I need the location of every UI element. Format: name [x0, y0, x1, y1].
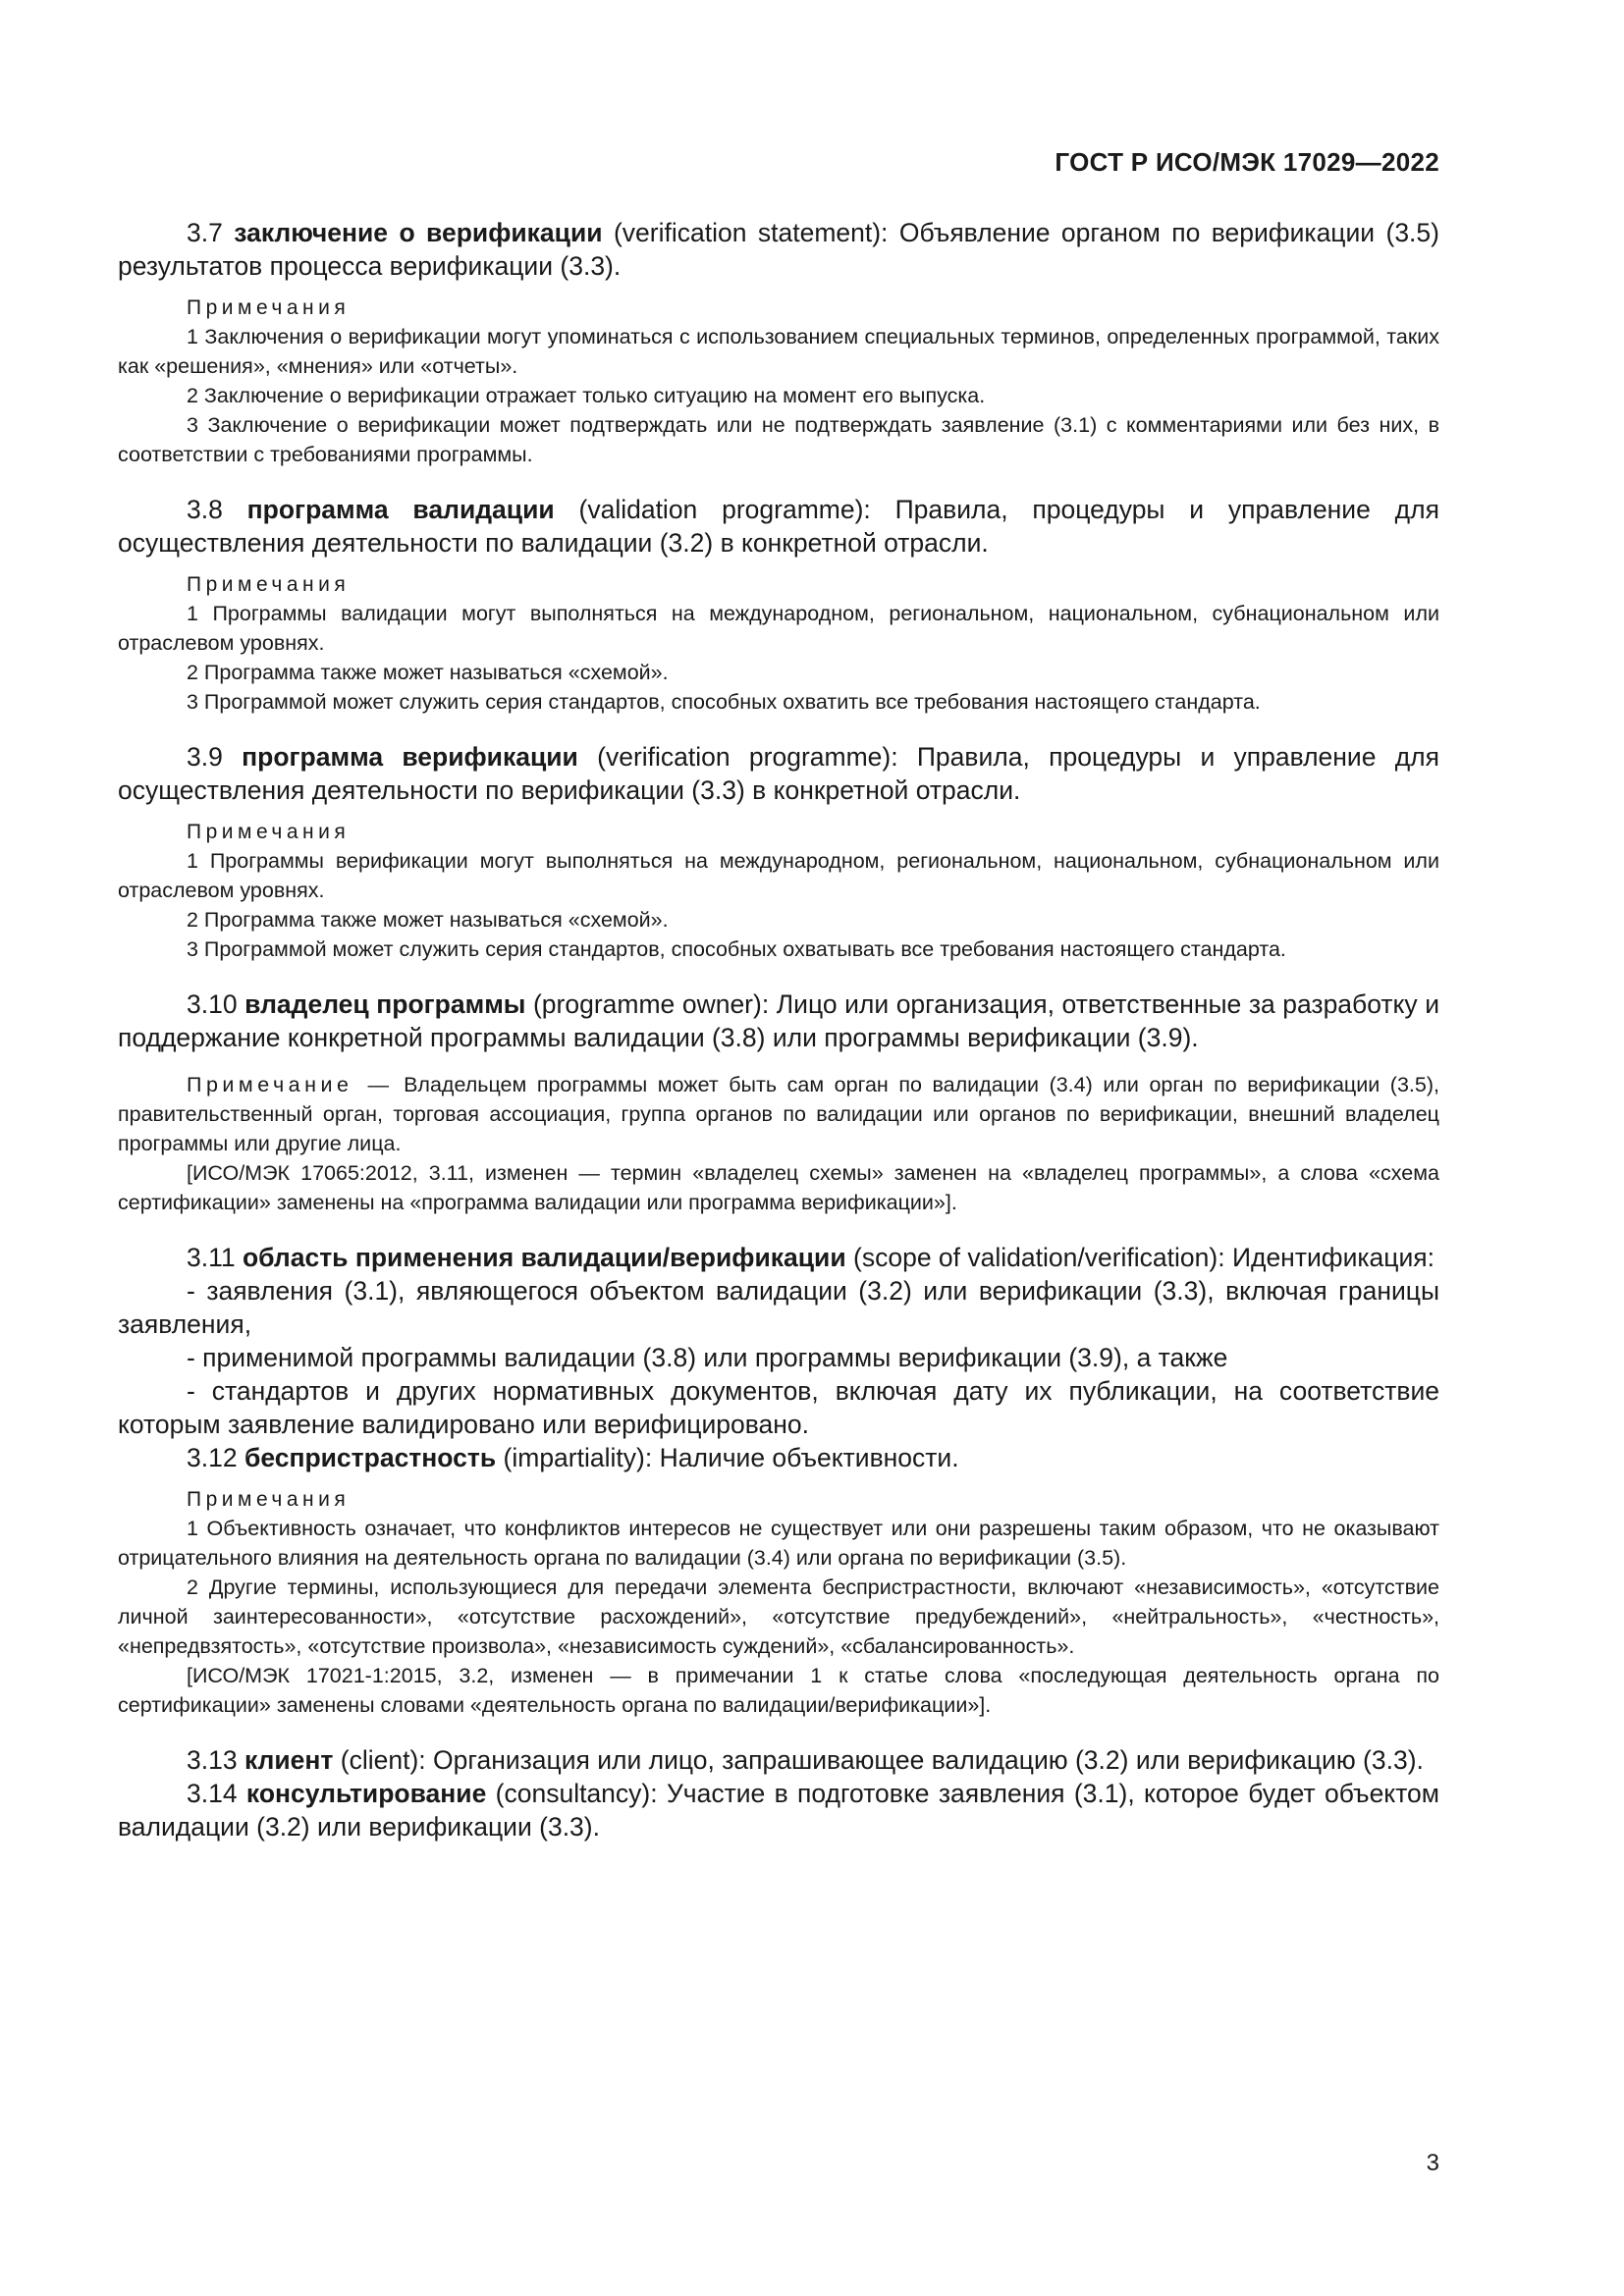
term-english: (programme owner):	[532, 989, 770, 1019]
term-definition: Лицо или организация, ответственные за разработку и поддержание конкретной программы валидации (3.8) или программы верификации (3.9).	[118, 989, 1439, 1052]
term-definition: Объявление органом по верификации (3.5) результатов процесса верификации (3.3).	[118, 218, 1439, 281]
single-note-label: Примечание —	[187, 1073, 394, 1096]
term-english: (impartiality):	[503, 1443, 653, 1472]
term-entry-3-12	[118, 1441, 1439, 1474]
note-item: 2 Программа также может называться «схемой».	[187, 908, 669, 932]
note-item: 2 Заключение о верификации отражает только ситуацию на момент его выпуска.	[187, 384, 986, 407]
term-name: область применения валидации/верификации	[243, 1243, 846, 1272]
note-item: 2 Программа также может называться «схемой».	[187, 661, 669, 684]
single-note-text: Владельцем программы может быть сам орган по валидации (3.4) или орган по верификации (3.5), правительственный орган, торговая ассоциация, группа органов по валидации или органов по верификации, внешний владелец программы или другие лица.	[118, 1073, 1439, 1155]
term-english: (validation programme):	[578, 495, 871, 524]
term-name: беспристрастность	[244, 1443, 497, 1472]
note-item: 1 Программы валидации могут выполняться на международном, региональном, национальном, субнациональном или отраслевом уровнях.	[118, 602, 1439, 655]
term-entry-3-7	[118, 216, 1439, 283]
term-number: 3.14	[187, 1779, 238, 1808]
term-name: консультирование	[245, 1779, 487, 1808]
notes-label: Примечания	[187, 296, 351, 319]
note-item: 1 Заключения о верификации могут упоминаться с использованием специальных терминов, определенных программой, таких как «решения», «мнения» или «отчеты».	[118, 325, 1439, 378]
list-item: - стандартов и других нормативных документов, включая дату их публикации, на соответствие которым заявление валидировано или верифицировано.	[118, 1376, 1439, 1439]
document-code-header: ГОСТ Р ИСО/МЭК 17029—2022	[1055, 147, 1439, 177]
term-entry-3-10	[118, 988, 1439, 1054]
term-number: 3.7	[187, 218, 223, 247]
notes-label: Примечания	[187, 573, 351, 596]
list-item: - применимой программы валидации (3.8) или программы верификации (3.9), а также	[187, 1343, 1228, 1372]
term-definition: Идентификация:	[1231, 1243, 1435, 1272]
term-number: 3.10	[187, 989, 238, 1019]
note-item: 2 Другие термины, использующиеся для передачи элемента беспристрастности, включают «независимость», «отсутствие личной заинтересованности», «отсутствие расхождений», «отсутствие предубеждений», «нейтральность», «честность», «непредвзятость», «отсутствие произвола», «независимость суждений», «сбалансированность».	[118, 1575, 1439, 1658]
term-entry-3-11	[118, 1241, 1439, 1274]
term-definition: Наличие объективности.	[659, 1443, 959, 1472]
term-english: (consultancy):	[495, 1779, 658, 1808]
term-english: (verification statement):	[613, 218, 889, 247]
note-item: 3 Заключение о верификации может подтверждать или не подтверждать заявление (3.1) с комментариями или без них, в соответствии с требованиями программы.	[118, 413, 1439, 466]
term-name: владелец программы	[244, 989, 526, 1019]
term-number: 3.8	[187, 495, 223, 524]
notes-label: Примечания	[187, 821, 351, 843]
term-definition: Правила, процедуры и управление для осуществления деятельности по верификации (3.3) в конкретной отрасли.	[118, 742, 1439, 805]
page-number: 3	[1426, 2150, 1439, 2176]
term-name: заключение о верификации	[234, 218, 603, 247]
term-name: программа валидации	[246, 495, 555, 524]
term-name: клиент	[244, 1745, 334, 1775]
term-definition: Организация или лицо, запрашивающее валидацию (3.2) или верификацию (3.3).	[433, 1745, 1424, 1775]
note-item: 1 Объективность означает, что конфликтов интересов не существует или они разрешены таким образом, что не оказывают отрицательного влияния на деятельность органа по валидации (3.4) или органа по верификации (3.5).	[118, 1517, 1439, 1570]
note-item: 3 Программой может служить серия стандартов, способных охватывать все требования настоящего стандарта.	[187, 937, 1286, 961]
source-reference: [ИСО/МЭК 17021-1:2015, 3.2, изменен — в примечании 1 к статье слова «последующая деятельность органа по сертификации» заменены словами «деятельность органа по валидации/верификации»].	[118, 1664, 1439, 1717]
term-definition: Правила, процедуры и управление для осуществления деятельности по валидации (3.2) в конкретной отрасли.	[118, 495, 1439, 558]
note-item: 3 Программой может служить серия стандартов, способных охватить все требования настоящего стандарта.	[187, 690, 1261, 714]
term-number: 3.11	[187, 1243, 236, 1272]
term-entry-3-8	[118, 493, 1439, 560]
term-number: 3.13	[187, 1745, 238, 1775]
note-item: 1 Программы верификации могут выполняться на международном, региональном, национальном, субнациональном или отраслевом уровнях.	[118, 849, 1439, 902]
term-english: (verification programme):	[597, 742, 898, 772]
list-item: - заявления (3.1), являющегося объектом валидации (3.2) или верификации (3.3), включая границы заявления,	[118, 1276, 1439, 1339]
term-number: 3.9	[187, 742, 223, 772]
source-reference: [ИСО/МЭК 17065:2012, 3.11, изменен — термин «владелец схемы» заменен на «владелец программы», а слова «схема сертификации» заменены на «программа валидации или программа верификации»].	[118, 1161, 1439, 1214]
term-entry-3-14	[118, 1777, 1439, 1843]
term-name: программа верификации	[242, 742, 578, 772]
single-note	[118, 1070, 1439, 1158]
term-number: 3.12	[187, 1443, 238, 1472]
term-entry-3-9	[118, 740, 1439, 807]
term-english: (client):	[340, 1745, 426, 1775]
document-body	[118, 216, 1439, 1843]
term-entry-3-13	[118, 1743, 1439, 1777]
notes-label: Примечания	[187, 1488, 351, 1511]
term-definition: Участие в подготовке заявления (3.1), которое будет объектом валидации (3.2) или верификации (3.3).	[118, 1779, 1439, 1842]
term-english: (scope of validation/verification):	[853, 1243, 1225, 1272]
